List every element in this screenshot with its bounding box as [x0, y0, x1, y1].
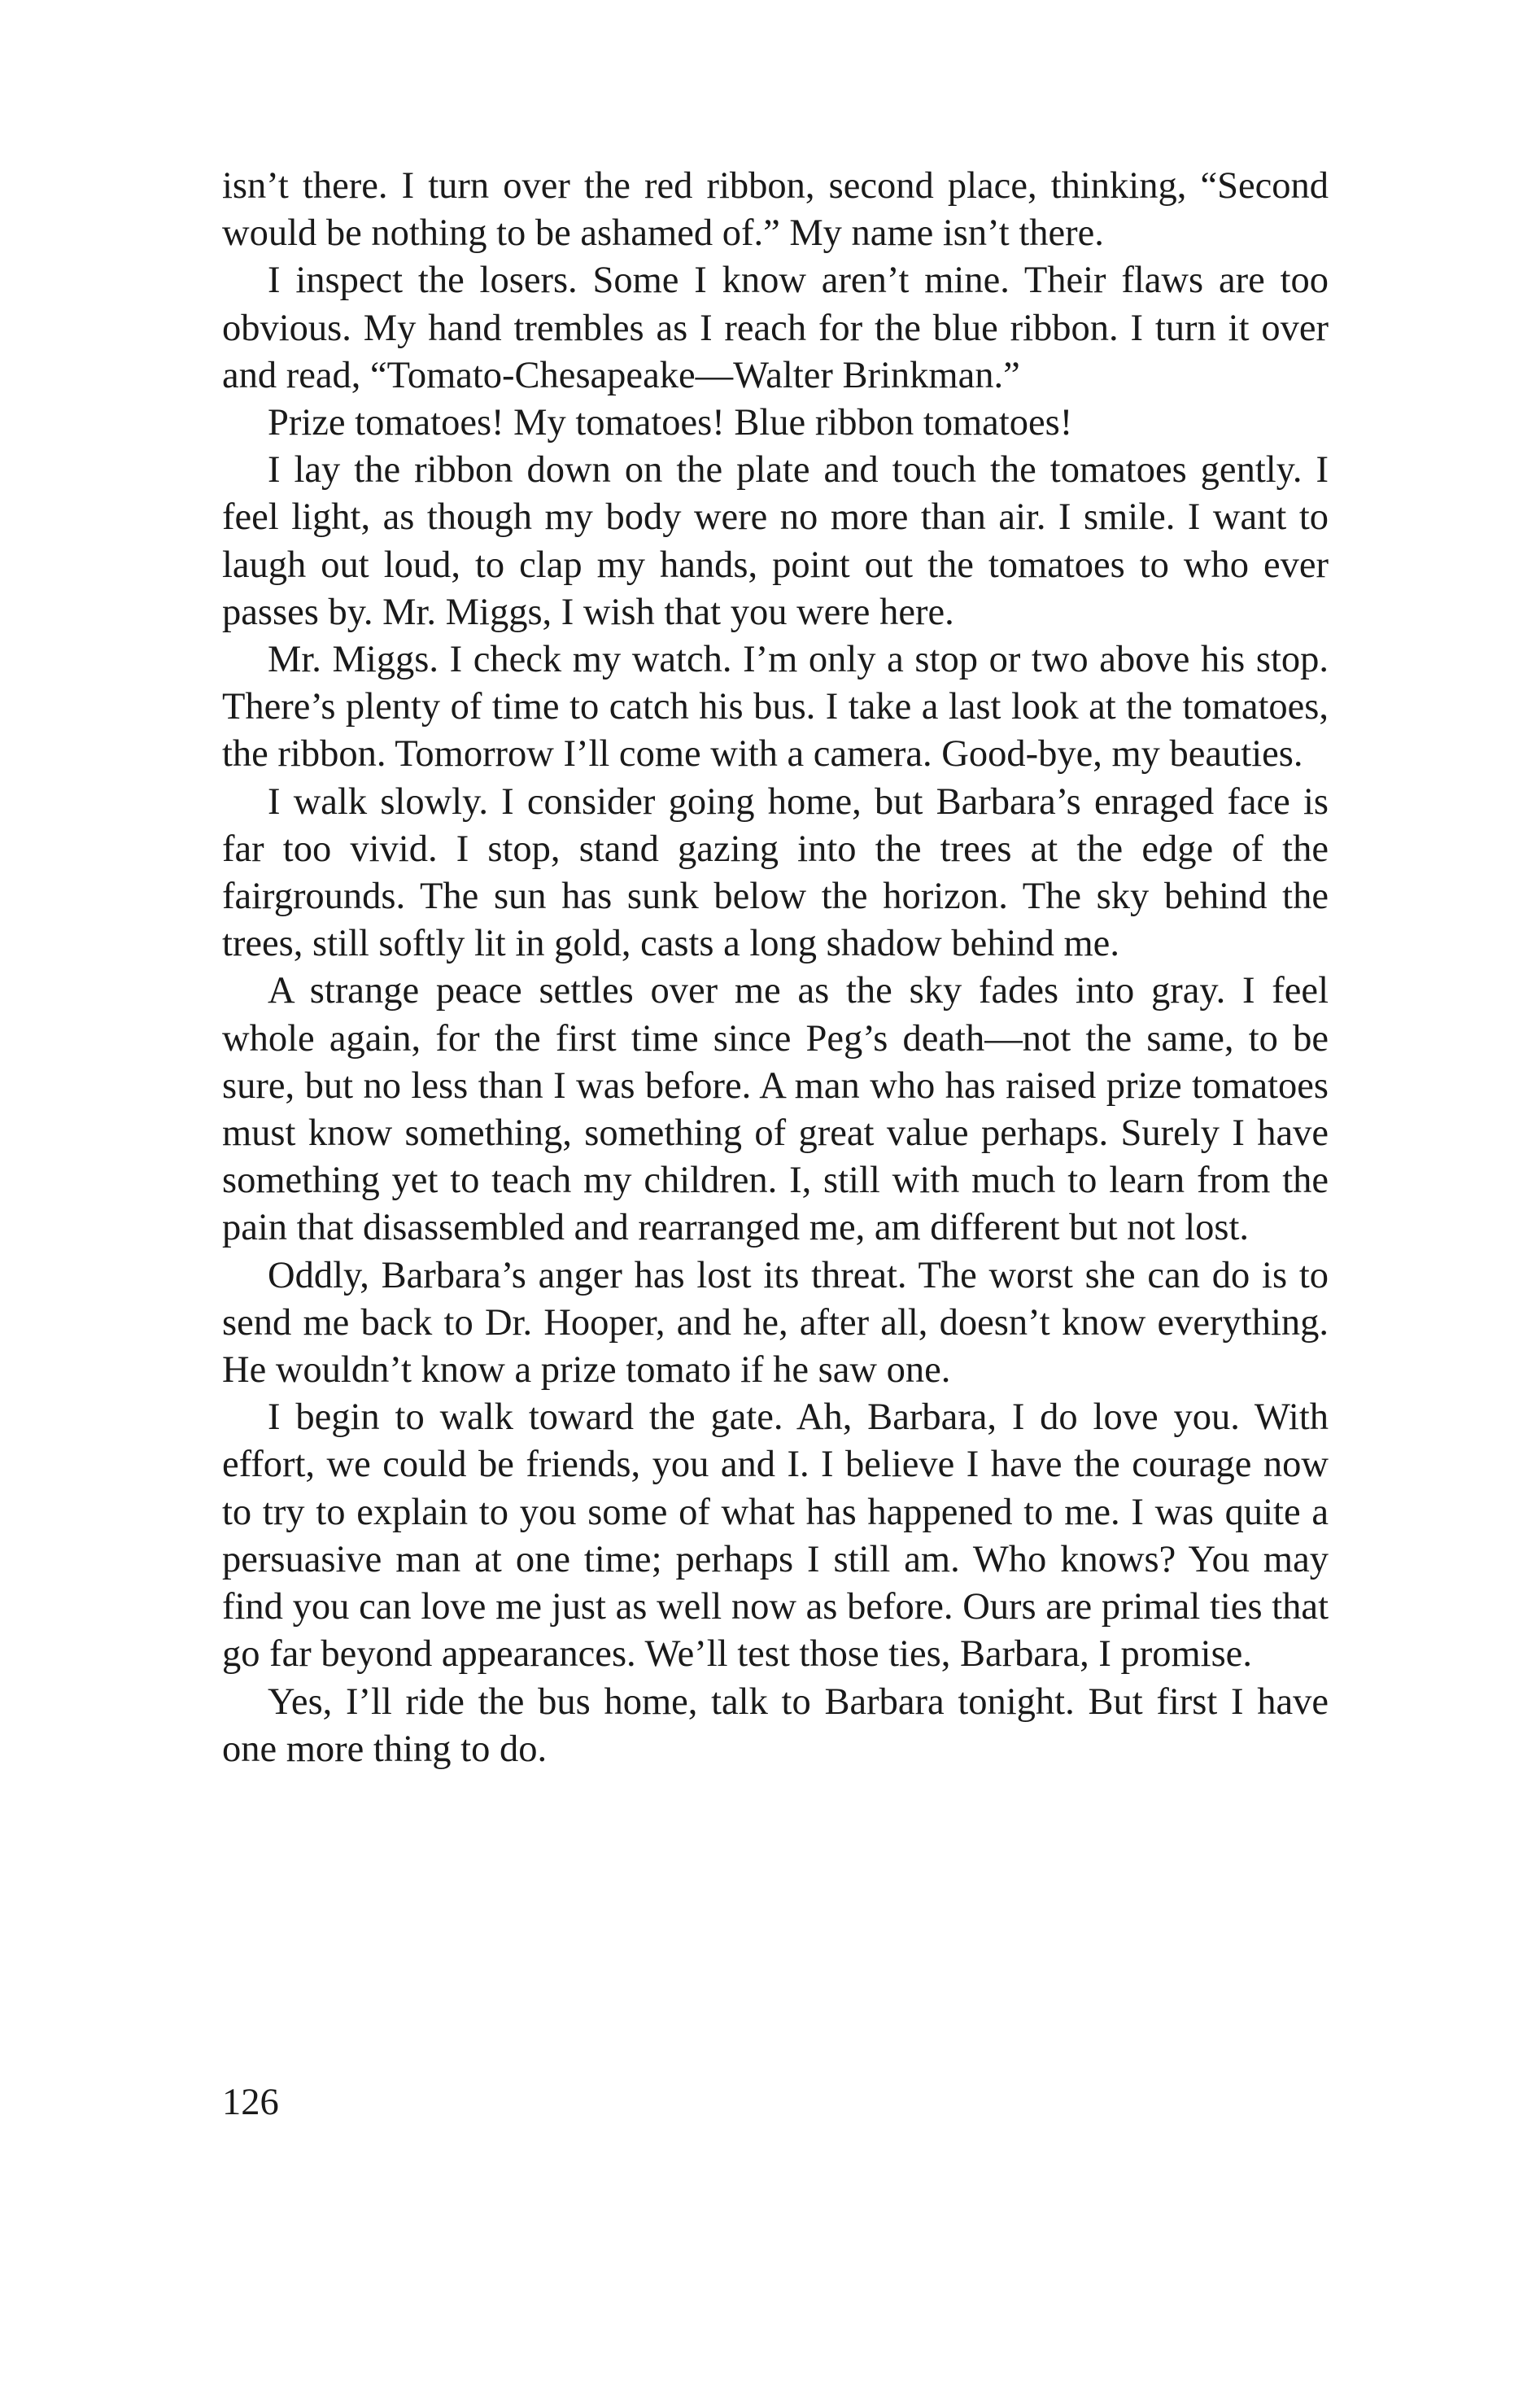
paragraph-5: Mr. Miggs. I check my watch. I’m only a stop or two above his stop. There’s plenty of time to catch his bus. I take a last look at the tomatoes, the ribbon. Tomorrow I’ll come with a camera. Good-bye, my beauties. — [222, 639, 1329, 776]
paragraph-10: Yes, I’ll ride the bus home, talk to Barbara tonight. But first I have one more thing to do. — [222, 1680, 1329, 1770]
paragraph-3: Prize tomatoes! My tomatoes! Blue ribbon tomatoes! — [268, 402, 1073, 444]
paragraph-2: I inspect the losers. Some I know aren’t mine. Their flaws are too obvious. My hand trembles as I reach for the blue ribbon. I turn it over and read, “Tomato-Chesapeake—Walter Brinkman.” — [222, 260, 1329, 396]
paragraph-1: isn’t there. I turn over the red ribbon, second place, thinking, “Second would be nothing to be ashamed of.” My name isn’t there. — [222, 165, 1329, 255]
page-number: 126 — [222, 2082, 279, 2123]
page-body — [222, 163, 1329, 1773]
paragraph-6: I walk slowly. I consider going home, but Barbara’s enraged face is far too vivid. I stop, stand gazing into the trees at the edge of the fairgrounds. The sun has sunk below the horizon. The sky behind the trees, still softly lit in gold, casts a long shadow behind me. — [222, 780, 1329, 965]
paragraph-7: A strange peace settles over me as the sky fades into gray. I feel whole again, for the first time since Peg’s death—not the same, to be sure, but no less than I was before. A man who has raised prize tomatoes must know something, something of great value perhaps. Surely I have something yet to teach my children. I, still with much to learn from the pain that disassembled and rearranged me, am different but not lost. — [222, 970, 1329, 1249]
paragraph-9: I begin to walk toward the gate. Ah, Barbara, I do love you. With effort, we could be friends, you and I. I believe I have the courage now to try to explain to you some of what has happened to me. I was quite a persuasive man at one time; perhaps I still am. Who knows? You may find you can love me just as well now as before. Ours are primal ties that go far beyond appearances. We’ll test those ties, Barbara, I promise. — [222, 1396, 1329, 1676]
paragraph-8: Oddly, Barbara’s anger has lost its threat. The worst she can do is to send me back to Dr. Hooper, and he, after all, doesn’t know everything. He wouldn’t know a prize tomato if he saw one. — [222, 1254, 1329, 1392]
paragraph-4: I lay the ribbon down on the plate and touch the tomatoes gently. I feel light, as though my body were no more than air. I smile. I want to laugh out loud, to clap my hands, point out the tomatoes to who ever passes by. Mr. Miggs, I wish that you were here. — [222, 449, 1329, 633]
